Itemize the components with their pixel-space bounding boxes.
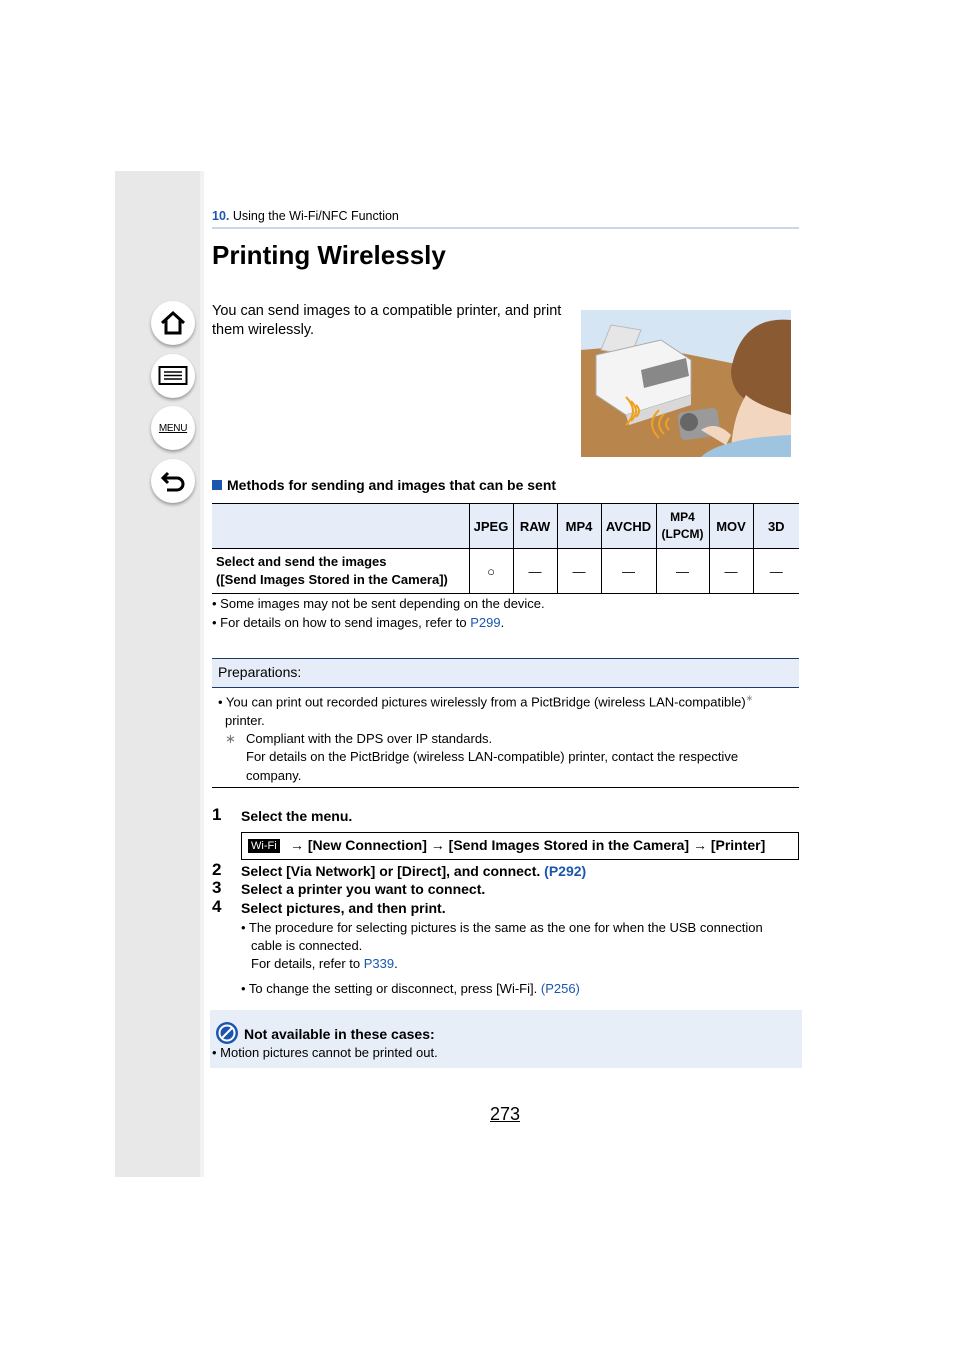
- step-number: 1: [212, 805, 222, 824]
- step-text: Select pictures, and then print.: [241, 900, 446, 916]
- table-cell: —: [601, 549, 656, 594]
- table-cell: —: [656, 549, 709, 594]
- header-cell: MP4: [557, 504, 601, 549]
- header-cell: AVCHD: [601, 504, 656, 549]
- table-cell: —: [753, 549, 799, 594]
- methods-heading-text: Methods for sending and images that can be sent: [227, 477, 557, 493]
- menu-icon: MENU: [158, 422, 188, 434]
- not-available-title: Not available in these cases:: [244, 1026, 435, 1042]
- page-link[interactable]: (P292): [544, 863, 587, 879]
- table-cell: —: [557, 549, 601, 594]
- chapter-title: Using the Wi-Fi/NFC Function: [232, 209, 399, 223]
- breadcrumb: [212, 209, 399, 223]
- menu-button[interactable]: [151, 406, 195, 450]
- sidebar-edge: [200, 171, 204, 1177]
- wifi-button-icon: Wi-Fi: [248, 839, 280, 853]
- printer-illustration: [581, 310, 791, 457]
- note-text-part: • For details on how to send images, refer to: [212, 615, 471, 630]
- table-cell: —: [513, 549, 557, 594]
- step-number: 3: [212, 878, 222, 897]
- header-cell-line: MP4: [670, 510, 695, 524]
- note-text-part: .: [500, 615, 505, 630]
- header-cell-blank: [212, 504, 469, 549]
- prep-line: [212, 689, 799, 712]
- home-icon: [159, 309, 187, 337]
- preparations-body: [212, 689, 799, 785]
- prep-text: Compliant with the DPS over IP standards.: [246, 730, 493, 746]
- header-cell: MOV: [709, 504, 753, 549]
- back-icon: [159, 468, 187, 494]
- step4-notes: [241, 919, 801, 999]
- table-cell: —: [709, 549, 753, 594]
- chapter-number: 10.: [212, 209, 230, 223]
- back-button[interactable]: [151, 459, 195, 503]
- header-cell: RAW: [513, 504, 557, 549]
- not-available-icon: [215, 1021, 239, 1045]
- note-text-part: • To change the setting or disconnect, press [Wi-Fi].: [241, 981, 538, 997]
- methods-table: [212, 503, 799, 594]
- step-number: 2: [212, 860, 222, 879]
- header-cell: [656, 504, 709, 549]
- contents-button[interactable]: [151, 354, 195, 398]
- page-link[interactable]: P339: [363, 956, 395, 972]
- home-button[interactable]: [151, 301, 195, 345]
- page-number[interactable]: 273: [490, 1104, 521, 1124]
- step-text-part: Select [Via Network] or [Direct], and connect.: [241, 863, 541, 879]
- step-text: Select the menu.: [241, 808, 353, 824]
- menu-path-text: → [New Connection] → [Send Images Stored in the Camera] → [Printer]: [290, 837, 766, 853]
- note-line: • The procedure for selecting pictures is the same as the one for when the USB connection: [241, 920, 763, 935]
- preparations-label: Preparations:: [218, 664, 302, 680]
- header-cell: JPEG: [469, 504, 513, 549]
- header-cell: 3D: [753, 504, 799, 549]
- header-rule: [212, 227, 799, 229]
- preparations-bar: [212, 658, 799, 688]
- step-number: 4: [212, 897, 222, 916]
- preparations-rule: [212, 787, 799, 788]
- list-icon: [158, 364, 188, 388]
- step-text: Select a printer you want to connect.: [241, 881, 486, 897]
- prep-line: printer.: [225, 712, 265, 728]
- square-bullet-icon: [212, 480, 222, 490]
- note-text-part: For details, refer to: [251, 956, 364, 972]
- row-label: [212, 549, 469, 594]
- note-line: cable is connected.: [251, 938, 363, 954]
- prep-line: For details on the PictBridge (wireless LAN-compatible) printer, contact the respective: [246, 749, 739, 765]
- row-label-line: ([Send Images Stored in the Camera]): [216, 572, 448, 587]
- note-text: • Some images may not be sent depending on the device.: [212, 596, 545, 611]
- page-title: Printing Wirelessly: [212, 240, 446, 270]
- not-available-box: [210, 1010, 802, 1068]
- methods-heading: [212, 477, 556, 493]
- note-line: [241, 980, 801, 998]
- table-row: [212, 549, 799, 594]
- table-header-row: [212, 504, 799, 549]
- note-text-part: .: [394, 956, 398, 972]
- note-text: [212, 615, 504, 630]
- table-cell: ○: [469, 549, 513, 594]
- footnote-mark: ∗: [745, 693, 754, 703]
- page-link[interactable]: P299: [470, 615, 501, 630]
- row-label-line: Select and send the images: [216, 554, 387, 569]
- not-available-text: • Motion pictures cannot be printed out.: [212, 1045, 438, 1060]
- note-line: [241, 955, 801, 973]
- intro-text: You can send images to a compatible printer, and print them wirelessly.: [212, 303, 562, 338]
- prep-line: company.: [246, 767, 302, 783]
- page-link[interactable]: (P256): [540, 981, 580, 997]
- step-text: [241, 863, 586, 879]
- prep-line: [212, 730, 799, 748]
- prep-text: • You can print out recorded pictures wirelessly from a PictBridge (wireless LAN-compatible): [218, 694, 746, 710]
- menu-path-box: [241, 832, 799, 860]
- header-cell-line: (LPCM): [661, 527, 704, 541]
- footnote-mark: ∗: [225, 730, 236, 746]
